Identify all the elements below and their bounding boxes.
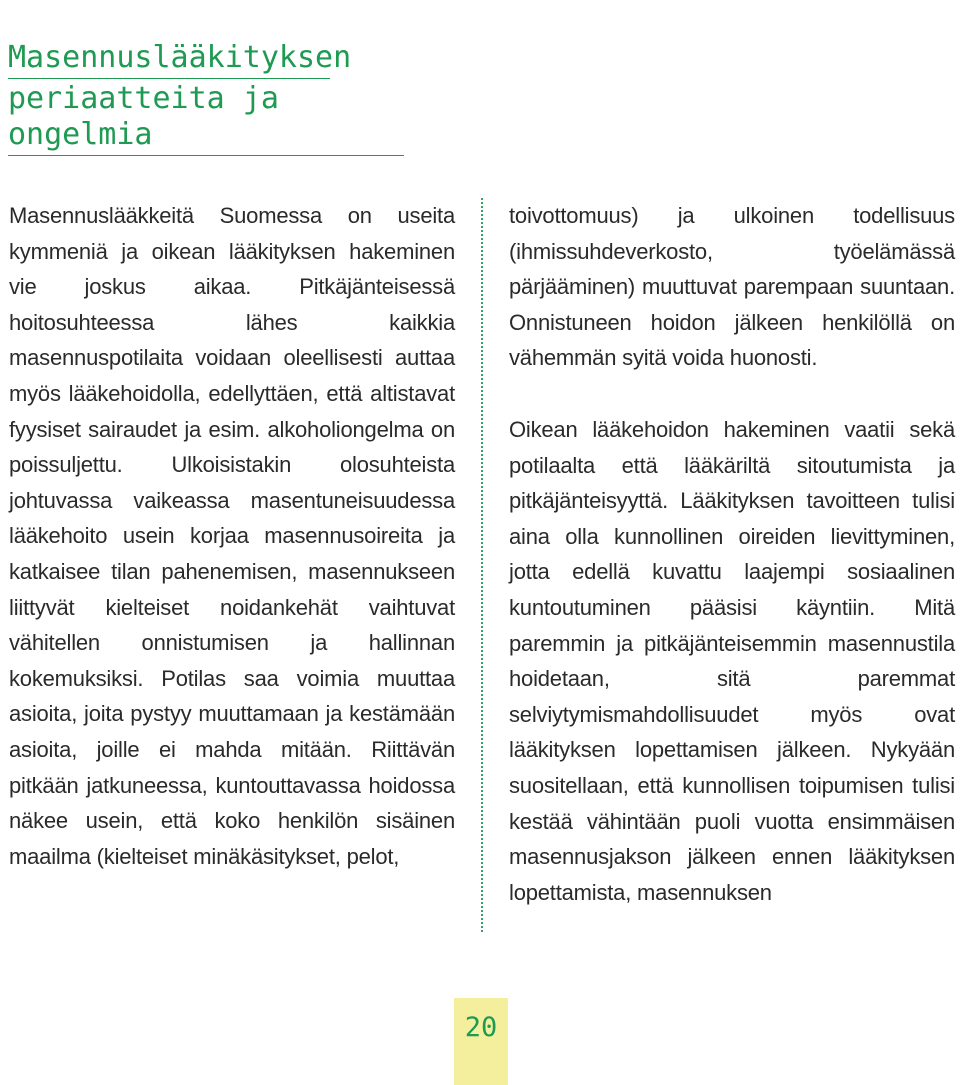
heading-line-1: Masennuslääkityksen [8, 40, 330, 79]
page-heading [8, 40, 408, 158]
right-text-column [509, 198, 955, 910]
left-text-column [9, 198, 455, 874]
right-paragraph-1: toivottomuus) ja ulkoinen todellisuus (ihmissuhdeverkosto, työelämässä pärjääminen) muuttuvat parempaan suuntaan. Onnistuneen hoidon jälkeen henkilöllä on vähemmän syitä voida huonosti. [509, 203, 955, 371]
heading-line-2: periaatteita ja ongelmia [8, 81, 404, 156]
right-paragraph-2: Oikean lääkehoidon hakeminen vaatii sekä potilaalta että lääkäriltä sitoutumista ja pitkäjänteisyyttä. Lääkityksen tavoitteen tulisi aina olla kunnollinen oireiden lievittyminen, jotta edellä kuvattu laajempi sosiaalinen kuntoutuminen pääsisi käyntiin. Mitä paremmin ja pitkäjänteisemmin masennustila hoidetaan, sitä paremmat selviytymismahdollisuudet myös ovat lääkityksen lopettamisen jälkeen. Nykyään suositellaan, että kunnollisen toipumisen tulisi kestää vähintään puoli vuotta ensimmäisen masennusjakson jälkeen ennen lääkityksen lopettamista, masennuksen [509, 416, 955, 905]
left-paragraph-1: Masennuslääkkeitä Suomessa on useita kymmeniä ja oikean lääkityksen hakeminen vie joskus aikaa. Pitkäjänteisessä hoitosuhteessa lähes kaikkia masennuspotilaita voidaan oleellisesti auttaa myös lääkehoidolla, edellyttäen, että altistavat fyysiset sairaudet ja esim. alkoholiongelma on poissuljettu. Ulkoisistakin olosuhteista johtuvassa vaikeassa masentuneisuudessa lääkehoito usein korjaa masennusoireita ja katkaisee tilan pahenemisen, masennukseen liittyvät kielteiset noidankehät vaihtuvat vähitellen onnistumisen ja hallinnan kokemuksiksi. Potilas saa voimia muuttaa asioita, joita pystyy muuttamaan ja kestämään asioita, joille ei mahda mitään. Riittävän pitkään jatkuneessa, kuntouttavassa hoidossa näkee usein, että koko henkilön sisäinen maailma (kielteiset minäkäsitykset, pelot, [9, 203, 455, 869]
page-number: 20 [464, 1012, 498, 1043]
page-number-box [454, 998, 508, 1085]
column-divider [481, 198, 483, 932]
